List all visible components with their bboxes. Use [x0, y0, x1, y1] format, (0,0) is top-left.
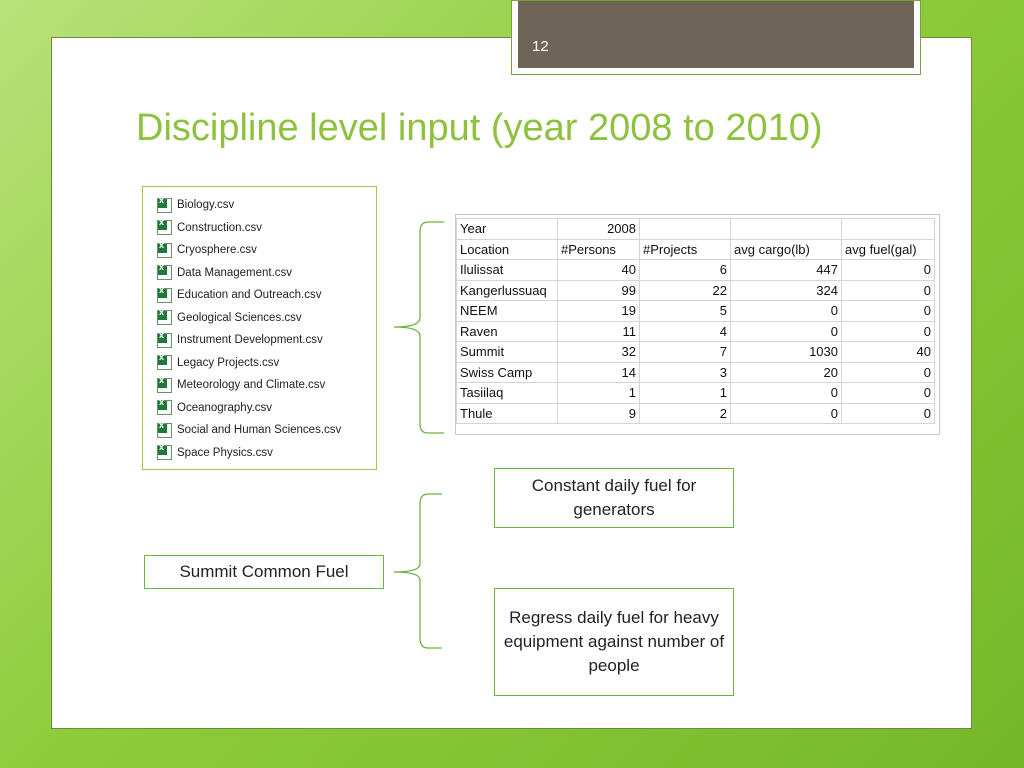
file-name: Construction.csv: [177, 221, 263, 234]
excel-file-icon: [157, 310, 172, 325]
table-cell: 0: [842, 362, 935, 383]
table-cell: Ilulissat: [457, 260, 558, 281]
table-cell: 0: [731, 383, 842, 404]
table-cell: NEEM: [457, 301, 558, 322]
table-cell: 14: [558, 362, 640, 383]
summit-common-fuel-text: Summit Common Fuel: [179, 562, 349, 581]
file-name: Geological Sciences.csv: [177, 311, 302, 324]
table-cell: Year: [457, 219, 558, 240]
table-cell: 1: [640, 383, 731, 404]
table-row: [457, 383, 935, 404]
table-row: [457, 342, 935, 363]
table-header: #Projects: [640, 239, 731, 260]
file-name: Cryosphere.csv: [177, 244, 257, 256]
table-cell: 6: [640, 260, 731, 281]
file-name: Biology.csv: [177, 199, 235, 211]
table-cell: 2008: [558, 219, 640, 240]
table-cell: 7: [640, 342, 731, 363]
excel-file-icon: [157, 220, 172, 235]
table-row: [457, 280, 935, 301]
table-cell: [842, 219, 935, 240]
page-number: 12: [532, 38, 549, 55]
table-cell: Tasiilaq: [457, 383, 558, 404]
table-cell: 99: [558, 280, 640, 301]
table-cell: 0: [842, 321, 935, 342]
table-cell: Raven: [457, 321, 558, 342]
table-cell: 1: [558, 383, 640, 404]
file-item[interactable]: [157, 286, 321, 304]
table-cell: 5: [640, 301, 731, 322]
table-header: #Persons: [558, 239, 640, 260]
file-item[interactable]: [157, 264, 292, 282]
table-cell: [640, 219, 731, 240]
table-row: [457, 362, 935, 383]
slide-title: Discipline level input (year 2008 to 2010): [136, 107, 823, 149]
table-cell: 11: [558, 321, 640, 342]
table-cell: [731, 219, 842, 240]
table-cell: 0: [842, 301, 935, 322]
constant-fuel-box: [494, 468, 734, 528]
table-cell: 20: [731, 362, 842, 383]
table-cell: Summit: [457, 342, 558, 363]
excel-file-icon: [157, 423, 172, 438]
table-row: [457, 219, 935, 240]
file-item[interactable]: [157, 421, 341, 439]
brace-fuel-split: [390, 490, 450, 652]
file-item[interactable]: [157, 196, 234, 214]
csv-file-list: [142, 186, 377, 470]
file-item[interactable]: [157, 309, 302, 327]
file-item[interactable]: [157, 331, 323, 349]
file-name: Oceanography.csv: [177, 401, 273, 414]
table-cell: 19: [558, 301, 640, 322]
table-row: [457, 321, 935, 342]
excel-file-icon: [157, 198, 172, 213]
file-item[interactable]: [157, 354, 279, 372]
table-cell: Kangerlussuaq: [457, 280, 558, 301]
file-item[interactable]: [157, 241, 257, 259]
table-cell: 32: [558, 342, 640, 363]
table-cell: 0: [731, 403, 842, 424]
table-cell: 0: [842, 383, 935, 404]
summary-table: [455, 214, 940, 435]
table-cell: Swiss Camp: [457, 362, 558, 383]
table-cell: 3: [640, 362, 731, 383]
excel-file-icon: [157, 445, 172, 460]
table-row: [457, 301, 935, 322]
excel-file-icon: [157, 400, 172, 415]
table-cell: 4: [640, 321, 731, 342]
table-header: avg fuel(gal): [842, 239, 935, 260]
table-header-row: [457, 239, 935, 260]
excel-file-icon: [157, 355, 172, 370]
regress-fuel-box: [494, 588, 734, 696]
table-cell: 0: [731, 301, 842, 322]
table-cell: 22: [640, 280, 731, 301]
table-cell: 0: [842, 280, 935, 301]
file-name: Data Management.csv: [177, 266, 293, 279]
table-cell: 40: [842, 342, 935, 363]
file-name: Legacy Projects.csv: [177, 356, 280, 369]
table-cell: 0: [842, 403, 935, 424]
regress-fuel-text: Regress daily fuel for heavy equipment against number of people: [503, 608, 725, 675]
excel-file-icon: [157, 265, 172, 280]
file-name: Education and Outreach.csv: [177, 289, 322, 301]
excel-file-icon: [157, 288, 172, 303]
file-name: Space Physics.csv: [177, 446, 273, 459]
table-cell: 324: [731, 280, 842, 301]
excel-file-icon: [157, 243, 172, 258]
constant-fuel-text: Constant daily fuel for generators: [531, 476, 697, 519]
table-header: avg cargo(lb): [731, 239, 842, 260]
table-cell: Thule: [457, 403, 558, 424]
file-item[interactable]: [157, 376, 325, 394]
table-cell: 1030: [731, 342, 842, 363]
table-cell: 40: [558, 260, 640, 281]
table-cell: 447: [731, 260, 842, 281]
file-item[interactable]: [157, 444, 273, 462]
table-cell: 0: [842, 260, 935, 281]
file-item[interactable]: [157, 219, 262, 237]
summit-common-fuel-box: [144, 555, 384, 589]
brace-files-to-table: [388, 220, 448, 436]
excel-file-icon: [157, 333, 172, 348]
file-name: Meteorology and Climate.csv: [177, 379, 326, 391]
file-item[interactable]: [157, 399, 272, 417]
table-cell: 9: [558, 403, 640, 424]
table-cell: 0: [731, 321, 842, 342]
table-header: Location: [457, 239, 558, 260]
page-number-box: [511, 0, 921, 75]
file-name: Social and Human Sciences.csv: [177, 424, 342, 436]
file-name: Instrument Development.csv: [177, 334, 323, 346]
table-row: [457, 260, 935, 281]
excel-file-icon: [157, 378, 172, 393]
table-row: [457, 403, 935, 424]
table-cell: 2: [640, 403, 731, 424]
